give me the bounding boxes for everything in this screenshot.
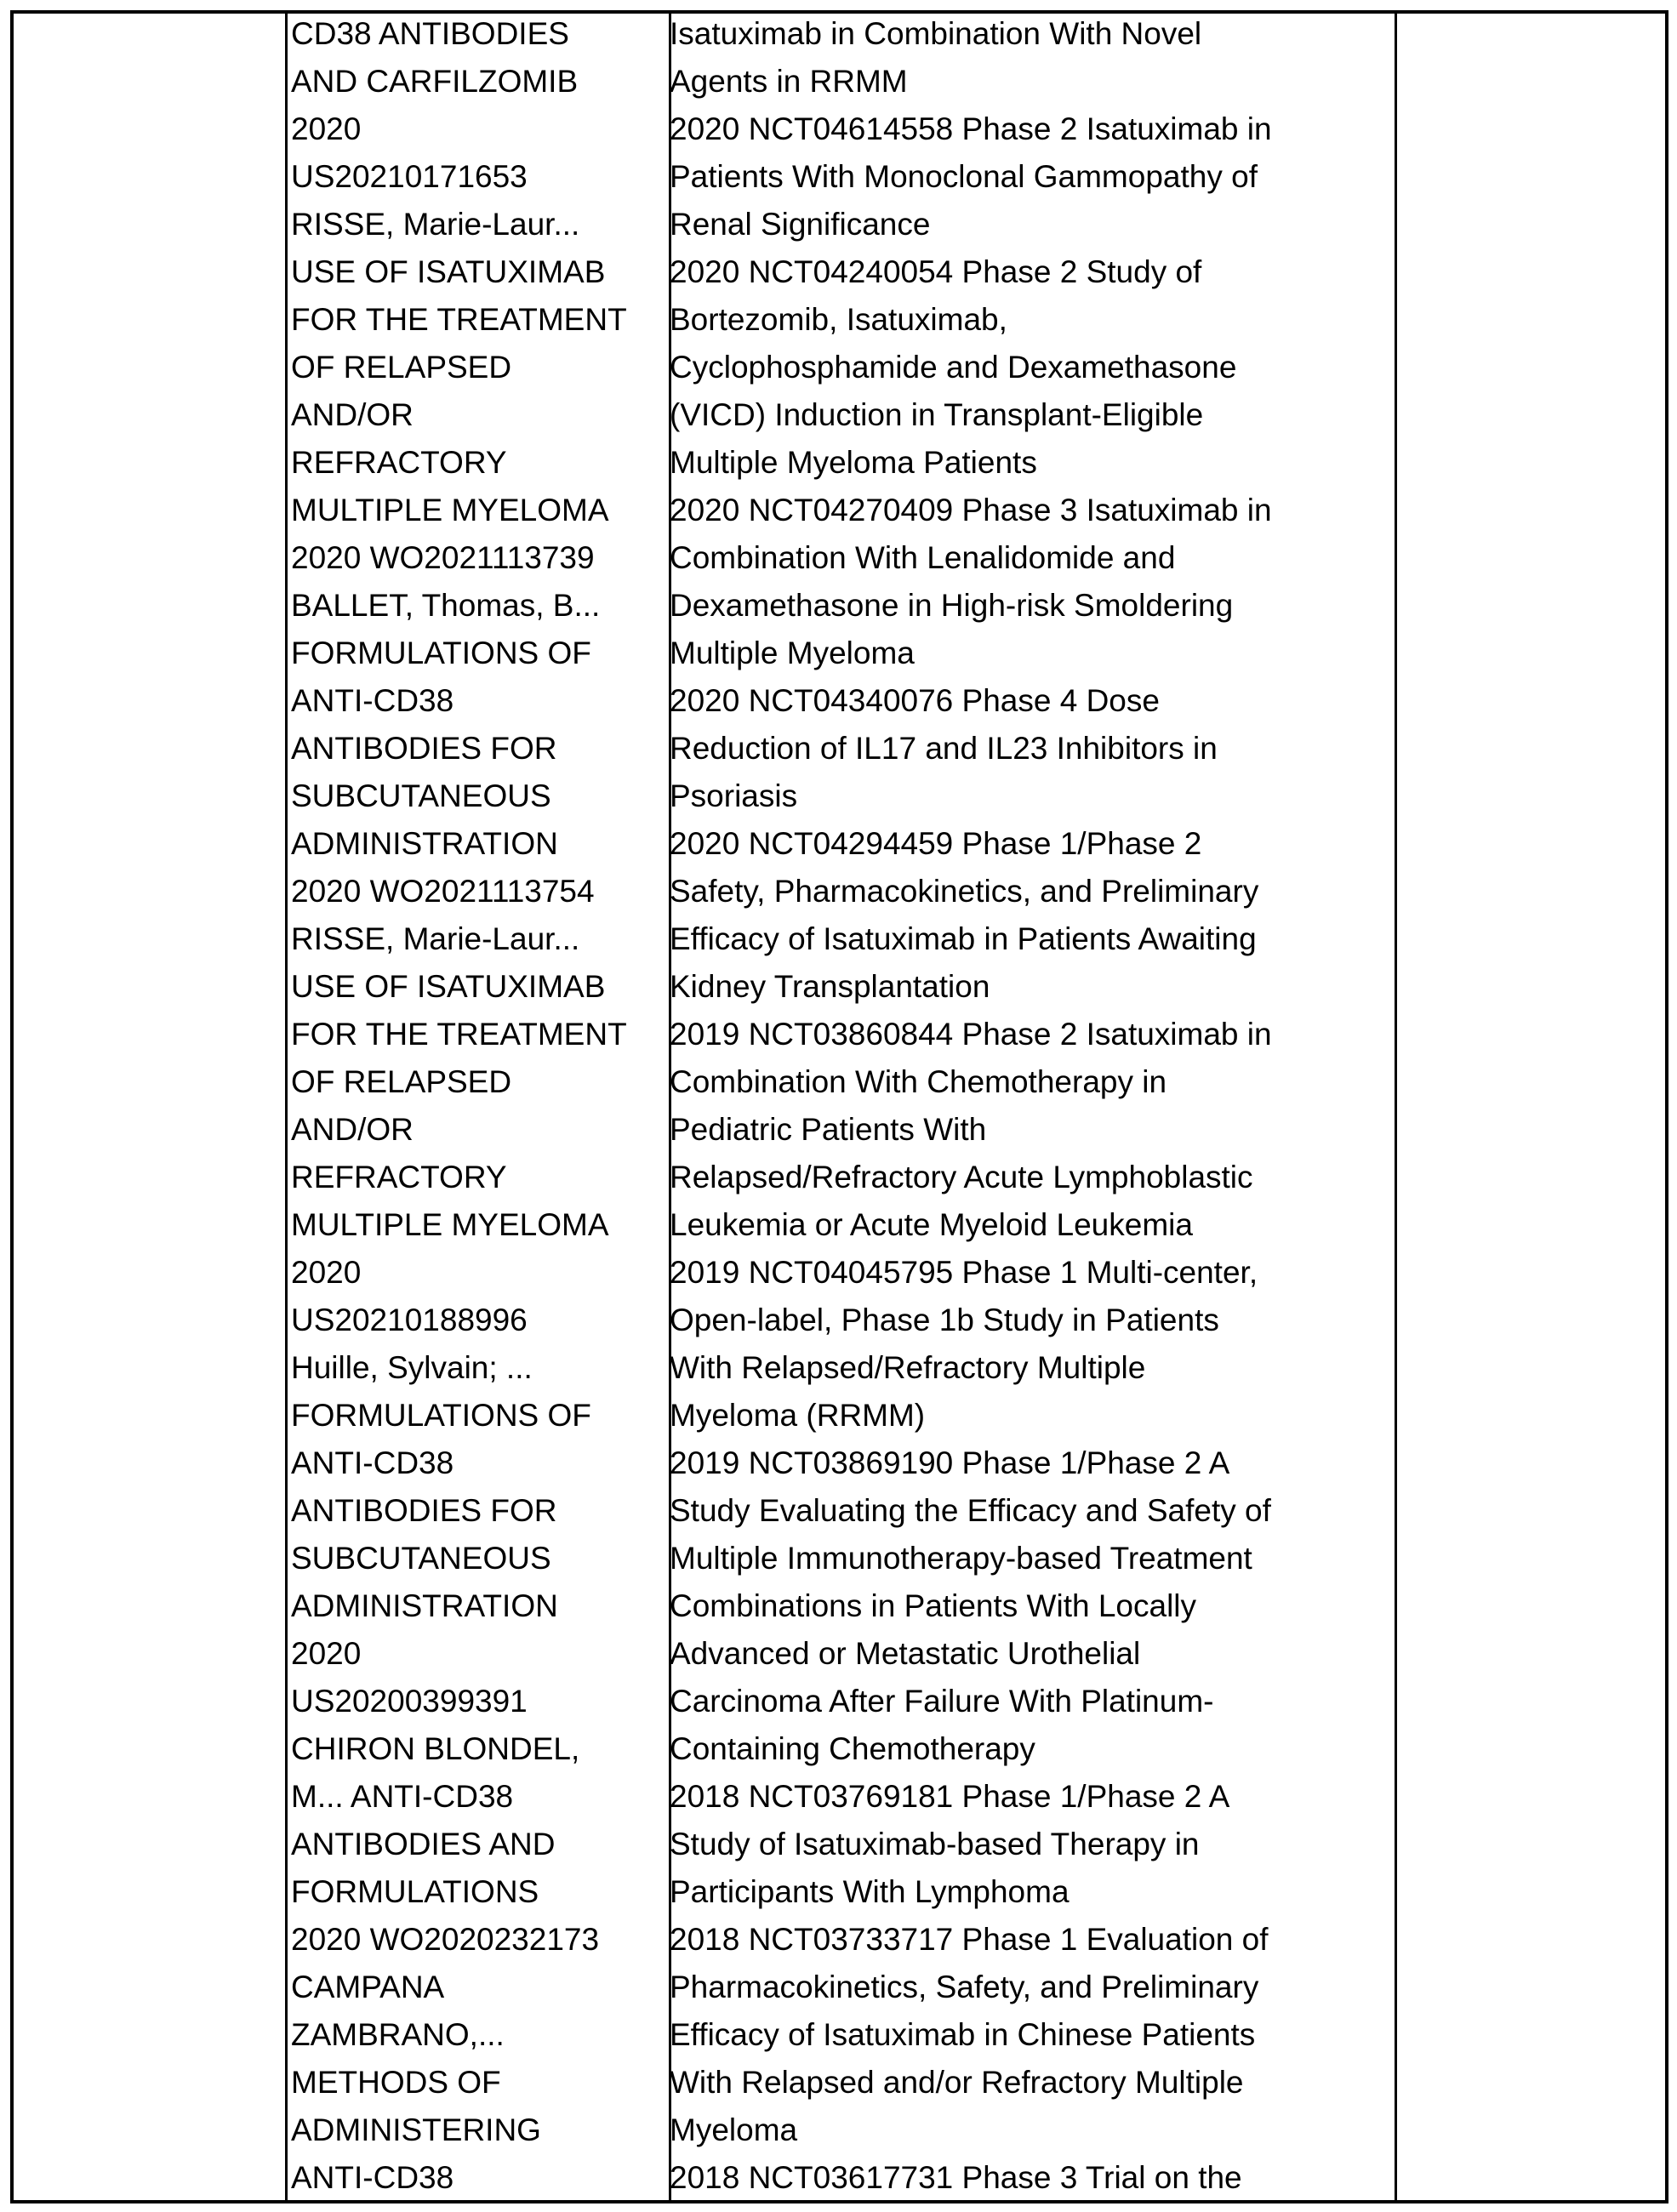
trial-line: Isatuximab in Combination With Novel [670,16,1202,51]
trial-line: Myeloma (RRMM) [670,1398,926,1433]
trial-line: Efficacy of Isatuximab in Chinese Patients [670,2017,1256,2052]
trial-line: Combinations in Patients With Locally [670,1588,1197,1623]
trial-line: Patients With Monoclonal Gammopathy of [670,159,1258,194]
patent-line: RISSE, Marie-Laur... [291,921,580,956]
patent-line: FOR THE TREATMENT [291,302,627,337]
trial-line: (VICD) Induction in Transplant-Eligible [670,397,1204,432]
trial-line: Safety, Pharmacokinetics, and Preliminary [670,874,1259,909]
patent-line: CD38 ANTIBODIES [291,16,569,51]
trial-line: Cyclophosphamide and Dexamethasone [670,350,1237,385]
column-divider-1 [285,14,288,2200]
trial-line: With Relapsed/Refractory Multiple [670,1350,1146,1385]
trial-line: 2018 NCT03769181 Phase 1/Phase 2 A [670,1779,1230,1814]
trial-line: Myeloma [670,2112,798,2147]
patent-line: METHODS OF [291,2065,501,2100]
trial-line: Agents in RRMM [670,64,908,99]
patent-line: CHIRON BLONDEL, [291,1731,580,1766]
trial-line: Leukemia or Acute Myeloid Leukemia [670,1207,1193,1242]
patent-line: US20200399391 [291,1684,528,1719]
patent-line: FORMULATIONS [291,1874,539,1909]
patent-line: ADMINISTRATION [291,826,558,861]
trial-line: 2020 NCT04294459 Phase 1/Phase 2 [670,826,1202,861]
trial-line: 2018 NCT03733717 Phase 1 Evaluation of [670,1922,1269,1957]
patents-cell [291,10,627,2202]
trial-line: Carcinoma After Failure With Platinum- [670,1684,1214,1719]
patent-line: REFRACTORY [291,1160,507,1194]
patent-line: ANTI-CD38 [291,683,454,718]
patent-line: USE OF ISATUXIMAB [291,254,606,289]
patent-line: ANTI-CD38 [291,2160,454,2195]
patent-line: 2020 [291,1636,362,1671]
trial-line: With Relapsed and/or Refractory Multiple [670,2065,1244,2100]
trial-line: 2019 NCT03860844 Phase 2 Isatuximab in [670,1017,1272,1052]
patent-line: BALLET, Thomas, B... [291,588,601,623]
patent-line: ANTIBODIES FOR [291,731,557,766]
patent-line: AND/OR [291,397,414,432]
patent-line: 2020 WO2021113754 [291,874,595,909]
patent-line: 2020 WO2020232173 [291,1922,600,1957]
clinical-trials-cell [670,10,1272,2202]
trial-line: Combination With Lenalidomide and [670,540,1176,575]
patent-line: OF RELAPSED [291,350,512,385]
patent-line: US20210171653 [291,159,528,194]
patent-line: SUBCUTANEOUS [291,1541,551,1576]
patent-line: ZAMBRANO,... [291,2017,505,2052]
patent-line: FORMULATIONS OF [291,636,591,670]
patent-line: Huille, Sylvain; ... [291,1350,533,1385]
patent-line: ANTIBODIES FOR [291,1493,557,1528]
trial-line: 2020 NCT04240054 Phase 2 Study of [670,254,1202,289]
trial-line: Efficacy of Isatuximab in Patients Awaiting [670,921,1257,956]
patent-line: M... ANTI-CD38 [291,1779,514,1814]
trial-line: Psoriasis [670,778,798,813]
patent-line: AND CARFILZOMIB [291,64,579,99]
trial-line: Study of Isatuximab-based Therapy in [670,1827,1200,1861]
trial-line: Study Evaluating the Efficacy and Safety of [670,1493,1271,1528]
patent-line: RISSE, Marie-Laur... [291,207,580,242]
trial-line: Bortezomib, Isatuximab, [670,302,1007,337]
trial-line: Open-label, Phase 1b Study in Patients [670,1303,1219,1337]
trial-line: 2018 NCT03617731 Phase 3 Trial on the [670,2160,1242,2195]
trial-line: 2019 NCT04045795 Phase 1 Multi-center, [670,1255,1258,1290]
trial-line: Pharmacokinetics, Safety, and Preliminary [670,1970,1259,2004]
patent-line: MULTIPLE MYELOMA [291,493,609,527]
patent-line: MULTIPLE MYELOMA [291,1207,609,1242]
trial-line: Multiple Myeloma [670,636,915,670]
trial-line: 2020 NCT04614558 Phase 2 Isatuximab in [670,111,1272,146]
patent-line: 2020 WO2021113739 [291,540,595,575]
patent-line: US20210188996 [291,1303,528,1337]
trial-line: Multiple Myeloma Patients [670,445,1037,480]
trial-line: Containing Chemotherapy [670,1731,1035,1766]
trial-line: Combination With Chemotherapy in [670,1064,1167,1099]
patent-line: OF RELAPSED [291,1064,512,1099]
trial-line: Multiple Immunotherapy-based Treatment [670,1541,1252,1576]
patent-line: 2020 [291,1255,362,1290]
trial-line: Relapsed/Refractory Acute Lymphoblastic [670,1160,1253,1194]
patent-line: CAMPANA [291,1970,445,2004]
column-divider-3 [1395,14,1397,2200]
patent-line: 2020 [291,111,362,146]
trial-line: Pediatric Patients With [670,1112,987,1147]
patent-line: SUBCUTANEOUS [291,778,551,813]
patent-line: ADMINISTERING [291,2112,541,2147]
patent-line: USE OF ISATUXIMAB [291,969,606,1004]
trial-line: Renal Significance [670,207,931,242]
trial-line: 2019 NCT03869190 Phase 1/Phase 2 A [670,1445,1230,1480]
patent-line: ANTI-CD38 [291,1445,454,1480]
patent-line: REFRACTORY [291,445,507,480]
trial-line: Kidney Transplantation [670,969,990,1004]
trial-line: Advanced or Metastatic Urothelial [670,1636,1141,1671]
patent-line: FORMULATIONS OF [291,1398,591,1433]
trial-line: 2020 NCT04340076 Phase 4 Dose [670,683,1160,718]
trial-line: Reduction of IL17 and IL23 Inhibitors in [670,731,1218,766]
trial-line: Dexamethasone in High-risk Smoldering [670,588,1234,623]
patent-line: ANTIBODIES AND [291,1827,556,1861]
trial-line: 2020 NCT04270409 Phase 3 Isatuximab in [670,493,1272,527]
trial-line: Participants With Lymphoma [670,1874,1070,1909]
patent-line: AND/OR [291,1112,414,1147]
patent-line: FOR THE TREATMENT [291,1017,627,1052]
patent-line: ADMINISTRATION [291,1588,558,1623]
